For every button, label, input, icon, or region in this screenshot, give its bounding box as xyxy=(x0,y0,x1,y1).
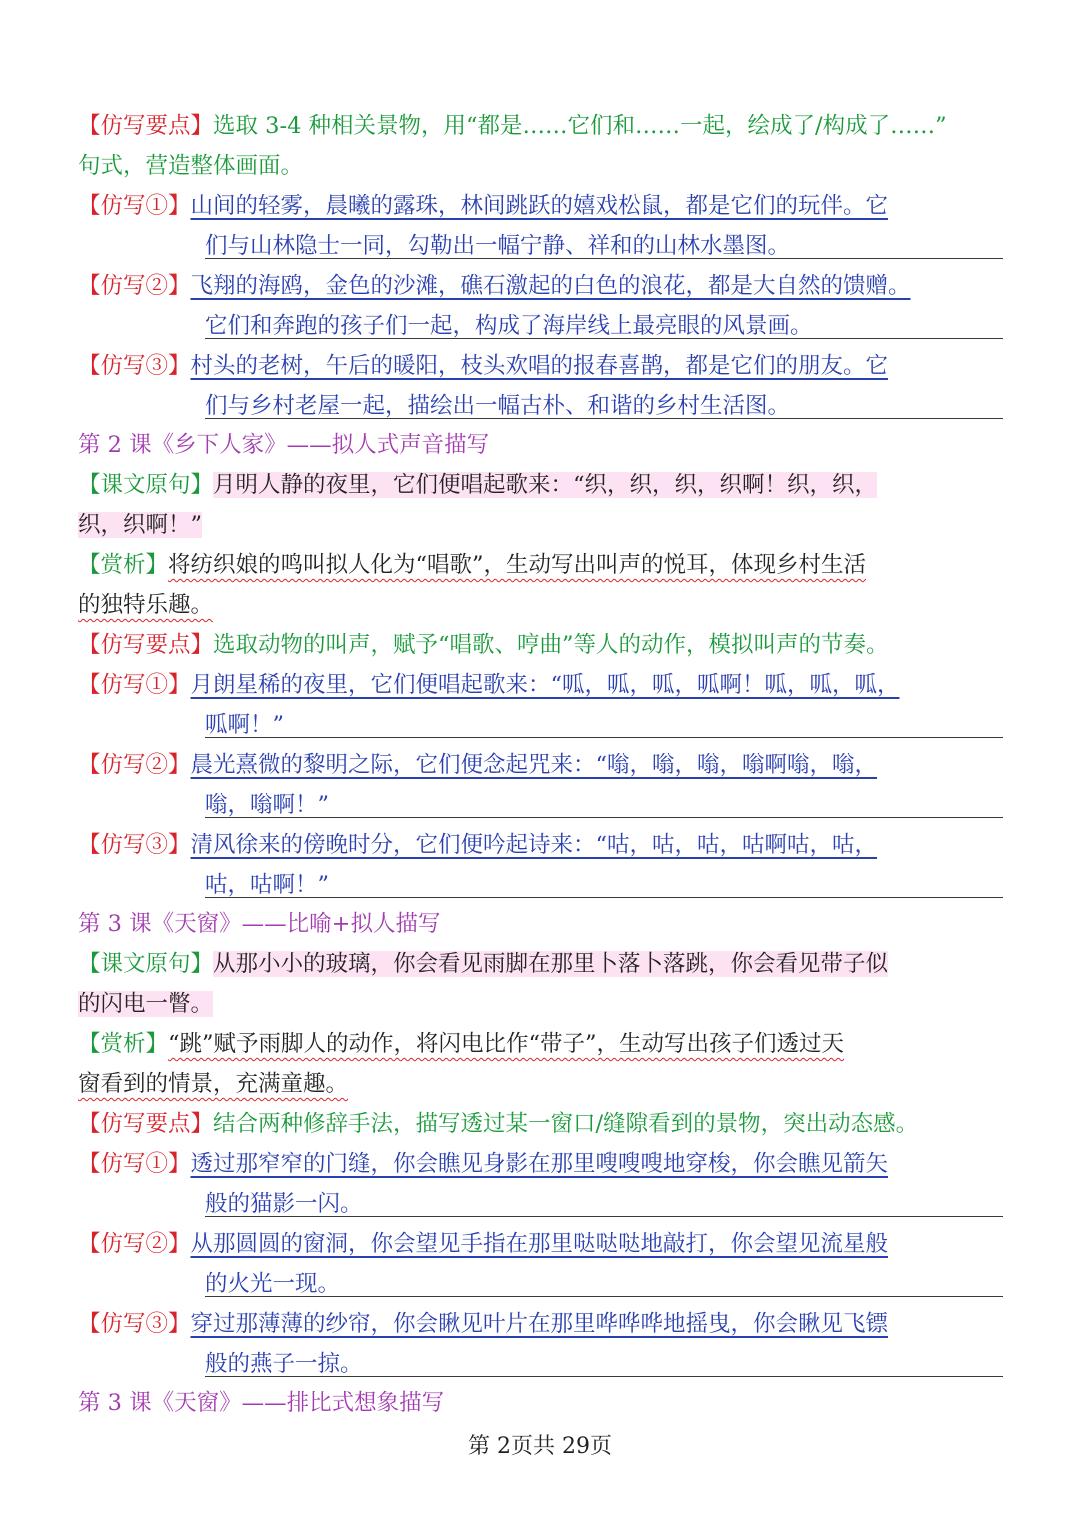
writing-text: 穿过那薄薄的纱帘，你会瞅见叶片在那里哗哗哗地摇曳，你会瞅见飞镖 xyxy=(190,1311,889,1337)
writing-text: 透过那窄窄的门缝，你会瞧见身影在那里嗖嗖嗖地穿梭，你会瞧见箭矢 xyxy=(190,1151,889,1177)
writing-text: 清风徐来的傍晚时分，它们便吟起诗来：“咕，咕，咕，咕啊咕，咕， xyxy=(190,832,878,858)
s1-writing-3-line-1 xyxy=(78,346,1008,386)
s3-point-line-1 xyxy=(78,1104,1008,1144)
writing-rule xyxy=(205,897,1003,898)
s3-original-line-1 xyxy=(78,944,1008,984)
s2-analysis-line-1 xyxy=(78,545,1008,585)
s3-writing-2-line-2: 的火光一现。 xyxy=(205,1271,341,1297)
s1-writing-1-line-2: 们与山林隐士一同，勾勒出一幅宁静、祥和的山林水墨图。 xyxy=(205,233,791,259)
writing-rule xyxy=(205,817,1003,818)
lesson-3-heading: 第 3 课《天窗》——比喻+拟人描写 xyxy=(78,911,441,937)
point-tag: 【仿写要点】 xyxy=(78,632,214,658)
lesson-2-heading: 第 2 课《乡下人家》——拟人式声音描写 xyxy=(78,432,490,458)
writing-text: 村头的老树，午后的暖阳，枝头欢唱的报春喜鹊，都是它们的朋友。它 xyxy=(190,353,889,379)
s3-writing-3-line-1 xyxy=(78,1304,1008,1344)
point-text: 结合两种修辞手法，描写透过某一窗口/缝隙看到的景物，突出动态感。 xyxy=(213,1111,919,1137)
writing-rule xyxy=(205,418,1003,419)
s2-point-line-1 xyxy=(78,625,1008,665)
analysis-text: 的独特乐趣。 xyxy=(78,592,214,618)
s3-writing-1-line-1 xyxy=(78,1144,1008,1184)
writing-tag: 【仿写①】 xyxy=(78,193,191,219)
s3-writing-1-line-2: 般的猫影一闪。 xyxy=(205,1191,363,1217)
original-tag: 【课文原句】 xyxy=(78,951,214,977)
original-text: 织，织啊！” xyxy=(78,512,203,538)
s1-point-line-1 xyxy=(78,106,1008,146)
writing-tag: 【仿写③】 xyxy=(78,1311,191,1337)
analysis-text: 窗看到的情景，充满童趣。 xyxy=(78,1071,349,1097)
writing-tag: 【仿写③】 xyxy=(78,353,191,379)
s2-writing-1-line-1 xyxy=(78,665,1008,705)
writing-tag: 【仿写②】 xyxy=(78,273,191,299)
writing-tag: 【仿写②】 xyxy=(78,752,191,778)
original-text: 月明人静的夜里，它们便唱起歌来：“织，织，织，织啊！织，织， xyxy=(213,472,878,498)
writing-tag: 【仿写③】 xyxy=(78,832,191,858)
s1-writing-3-line-2: 们与乡村老屋一起，描绘出一幅古朴、和谐的乡村生活图。 xyxy=(205,393,791,419)
s3-writing-2-line-1 xyxy=(78,1224,1008,1264)
writing-rule xyxy=(205,338,1003,339)
point-text: 选取动物的叫声，赋予“唱歌、哼曲”等人的动作，模拟叫声的节奏。 xyxy=(213,632,889,658)
writing-text: 飞翔的海鸥，金色的沙滩，礁石激起的白色的浪花，都是大自然的馈赠。 xyxy=(190,273,911,299)
analysis-text: “跳”赋予雨脚人的动作，将闪电比作“带子”，生动写出孩子们透过天 xyxy=(168,1031,845,1057)
original-text: 从那小小的玻璃，你会看见雨脚在那里卜落卜落跳，你会看见带子似 xyxy=(213,951,889,977)
writing-tag: 【仿写①】 xyxy=(78,1151,191,1177)
s1-writing-2-line-2: 它们和奔跑的孩子们一起，构成了海岸线上最亮眼的风景画。 xyxy=(205,313,813,339)
s3-analysis-line-1 xyxy=(78,1024,1008,1064)
analysis-tag: 【赏析】 xyxy=(78,552,169,578)
writing-rule xyxy=(205,1296,1003,1297)
s3-analysis-line-2 xyxy=(78,1064,1008,1104)
writing-text: 山间的轻雾，晨曦的露珠，林间跳跃的嬉戏松鼠，都是它们的玩伴。它 xyxy=(190,193,889,219)
lesson-3b-heading: 第 3 课《天窗》——排比式想象描写 xyxy=(78,1390,445,1416)
writing-text: 晨光熹微的黎明之际，它们便念起咒来：“嗡，嗡，嗡，嗡啊嗡，嗡， xyxy=(190,752,878,778)
s2-writing-2-line-2: 嗡，嗡啊！” xyxy=(205,792,330,818)
s2-writing-1-line-2: 呱啊！” xyxy=(205,712,285,738)
point-tag: 【仿写要点】 xyxy=(78,113,214,139)
s3-writing-3-line-2: 般的燕子一掠。 xyxy=(205,1351,363,1377)
writing-text: 从那圆圆的窗洞，你会望见手指在那里哒哒哒地敲打，你会望见流星般 xyxy=(190,1231,889,1257)
s2-original-line-2 xyxy=(78,505,1008,545)
s1-point-line-2: 句式，营造整体画面。 xyxy=(78,153,304,179)
writing-rule xyxy=(205,258,1003,259)
analysis-tag: 【赏析】 xyxy=(78,1031,169,1057)
s1-writing-2-line-1 xyxy=(78,266,1008,306)
writing-rule xyxy=(205,1376,1003,1377)
analysis-text: 将纺织娘的鸣叫拟人化为“唱歌”，生动写出叫声的悦耳，体现乡村生活 xyxy=(168,552,867,578)
original-tag: 【课文原句】 xyxy=(78,472,214,498)
writing-rule xyxy=(205,1216,1003,1217)
s3-original-line-2 xyxy=(78,984,1008,1024)
s2-writing-3-line-2: 咕，咕啊！” xyxy=(205,872,330,898)
s1-writing-1-line-1 xyxy=(78,186,1008,226)
s2-writing-2-line-1 xyxy=(78,745,1008,785)
s2-analysis-line-2 xyxy=(78,585,1008,625)
original-text: 的闪电一瞥。 xyxy=(78,991,214,1017)
writing-tag: 【仿写②】 xyxy=(78,1231,191,1257)
writing-rule xyxy=(205,737,1003,738)
writing-text: 月朗星稀的夜里，它们便唱起歌来：“呱，呱，呱，呱啊！呱，呱，呱， xyxy=(190,672,900,698)
page-number: 第 2页共 29页 xyxy=(468,1434,612,1459)
writing-tag: 【仿写①】 xyxy=(78,672,191,698)
s2-writing-3-line-1 xyxy=(78,825,1008,865)
point-tag: 【仿写要点】 xyxy=(78,1111,214,1137)
point-text: 选取 3-4 种相关景物，用“都是……它们和……一起，绘成了/构成了……” xyxy=(213,113,947,139)
s2-original-line-1 xyxy=(78,465,1008,505)
